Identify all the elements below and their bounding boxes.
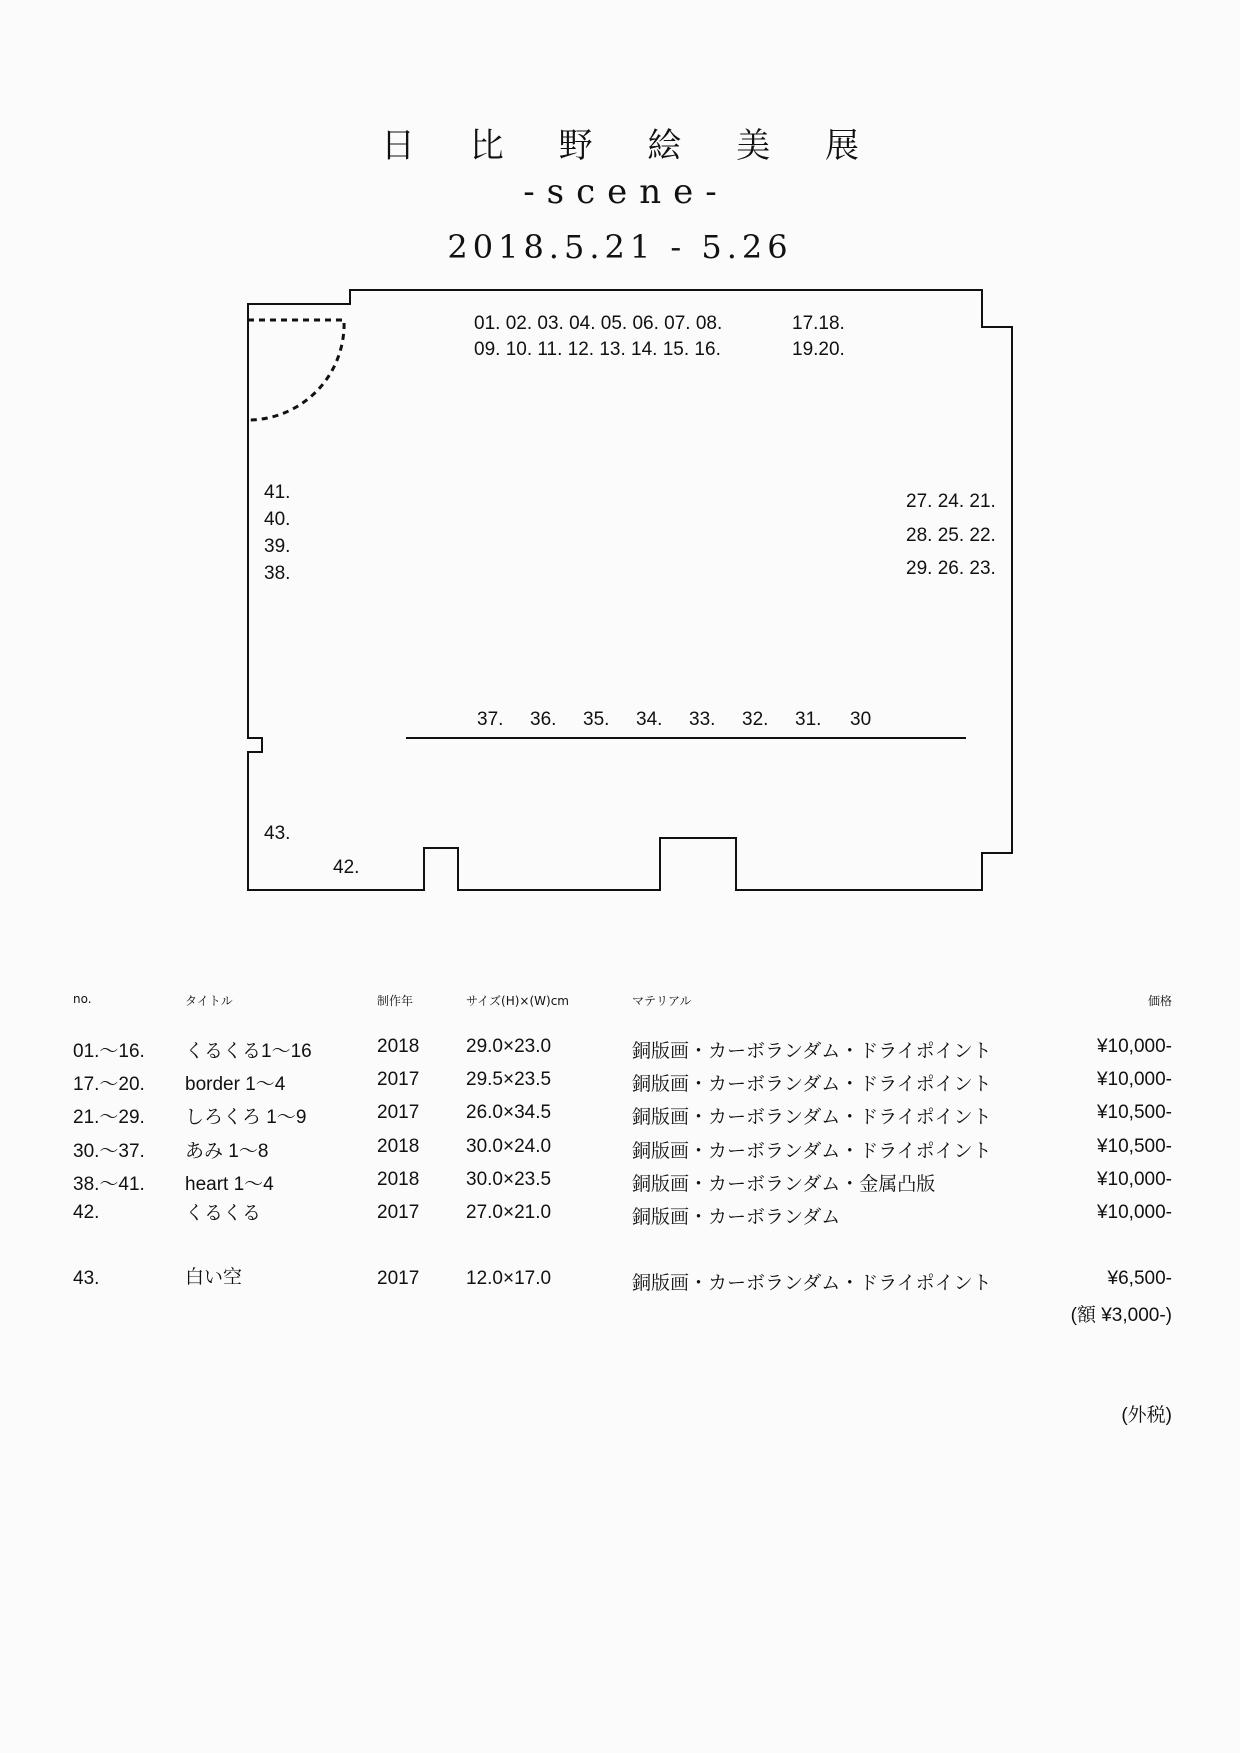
plan-label-bottom: 30 — [850, 709, 872, 730]
plan-label-left: 39. — [264, 536, 291, 557]
table-row — [0, 1202, 1240, 1232]
floor-plan-outline — [248, 290, 1012, 890]
cell-price: ¥10,000- — [1096, 1036, 1172, 1057]
plan-label-42: 42. — [333, 857, 360, 878]
col-header-material: マテリアル — [632, 994, 692, 1008]
plan-label-bottom: 33. — [689, 709, 716, 730]
cell-size: 30.0×23.5 — [466, 1169, 552, 1190]
frame-price-note: (額 ¥3,000-) — [1070, 1305, 1172, 1326]
plan-label-top-right2: 19.20. — [792, 339, 845, 360]
cell-year: 2017 — [377, 1268, 420, 1289]
plan-label-bottom: 31. — [795, 709, 822, 730]
cell-size: 29.5×23.5 — [466, 1069, 552, 1090]
table-row — [0, 1169, 1240, 1199]
cell-year: 2017 — [377, 1102, 420, 1123]
cell-title: border 1～4 — [185, 1074, 286, 1095]
exhibition-title: 日 比 野 絵 美 展 — [380, 126, 882, 166]
cell-title: あみ 1～8 — [185, 1141, 269, 1162]
cell-year: 2017 — [377, 1202, 420, 1223]
cell-material: 銅版画・カーボランダム・ドライポイント — [632, 1141, 992, 1162]
cell-material: 銅版画・カーボランダム・ドライポイント — [632, 1107, 992, 1128]
cell-no: 01.～16. — [73, 1041, 145, 1062]
cell-year: 2018 — [377, 1036, 420, 1057]
table-row — [0, 1268, 1240, 1298]
cell-price: ¥10,000- — [1096, 1169, 1172, 1190]
cell-material: 銅版画・カーボランダム・ドライポイント — [632, 1041, 992, 1062]
col-header-year: 制作年 — [377, 994, 414, 1008]
cell-no: 42. — [73, 1202, 100, 1223]
table-row — [0, 1036, 1240, 1066]
door-swing — [248, 320, 344, 420]
plan-label-left: 40. — [264, 509, 291, 530]
col-header-size: サイズ(H)×(W)cm — [466, 994, 569, 1008]
cell-no: 17.～20. — [73, 1074, 145, 1095]
cell-price: ¥10,500- — [1096, 1102, 1172, 1123]
cell-size: 26.0×34.5 — [466, 1102, 552, 1123]
cell-no: 30.～37. — [73, 1141, 145, 1162]
cell-size: 12.0×17.0 — [466, 1268, 552, 1289]
plan-label-right1: 27. 24. 21. — [906, 491, 996, 512]
cell-title: くるくる1～16 — [185, 1041, 312, 1062]
cell-title: しろくろ 1～9 — [185, 1107, 307, 1128]
plan-label-left: 38. — [264, 563, 291, 584]
cell-material: 銅版画・カーボランダム・金属凸版 — [632, 1174, 936, 1195]
col-header-price: 価格 — [1147, 994, 1172, 1008]
cell-material: 銅版画・カーボランダム・ドライポイント — [632, 1074, 992, 1095]
plan-label-top-row2: 09. 10. 11. 12. 13. 14. 15. 16. — [474, 339, 721, 360]
plan-label-right2: 28. 25. 22. — [906, 525, 996, 546]
plan-label-43: 43. — [264, 823, 291, 844]
plan-label-bottom: 36. — [530, 709, 557, 730]
cell-price: ¥10,000- — [1096, 1069, 1172, 1090]
cell-size: 29.0×23.0 — [466, 1036, 552, 1057]
tax-note: (外税) — [1121, 1405, 1172, 1426]
exhibition-subtitle: -scene- — [523, 172, 729, 212]
cell-year: 2018 — [377, 1136, 420, 1157]
col-header-no: no. — [73, 992, 92, 1006]
col-header-title: タイトル — [185, 994, 233, 1008]
cell-price: ¥10,000- — [1096, 1202, 1172, 1223]
cell-year: 2018 — [377, 1169, 420, 1190]
table-row — [0, 1069, 1240, 1099]
cell-size: 27.0×21.0 — [466, 1202, 552, 1223]
plan-label-bottom: 37. — [477, 709, 504, 730]
plan-label-top-row1: 01. 02. 03. 04. 05. 06. 07. 08. — [474, 313, 723, 334]
cell-title: 白い空 — [185, 1267, 243, 1288]
table-row — [0, 1102, 1240, 1132]
cell-price: ¥10,500- — [1096, 1136, 1172, 1157]
cell-no: 38.～41. — [73, 1174, 145, 1195]
plan-label-top-right1: 17.18. — [792, 313, 845, 334]
plan-label-bottom: 34. — [636, 709, 663, 730]
cell-no: 43. — [73, 1268, 100, 1289]
cell-year: 2017 — [377, 1069, 420, 1090]
cell-no: 21.～29. — [73, 1107, 145, 1128]
plan-label-bottom: 32. — [742, 709, 769, 730]
cell-title: heart 1～4 — [185, 1174, 274, 1195]
cell-material: 銅版画・カーボランダム — [632, 1207, 841, 1228]
plan-label-right3: 29. 26. 23. — [906, 558, 996, 579]
cell-size: 30.0×24.0 — [466, 1136, 552, 1157]
plan-label-bottom: 35. — [583, 709, 610, 730]
plan-label-left: 41. — [264, 482, 291, 503]
cell-material: 銅版画・カーボランダム・ドライポイント — [632, 1273, 992, 1294]
table-row — [0, 1136, 1240, 1166]
cell-price: ¥6,500- — [1107, 1268, 1172, 1289]
exhibition-dates: 2018.5.21 - 5.26 — [447, 228, 793, 266]
cell-title: くるくる — [185, 1203, 262, 1224]
